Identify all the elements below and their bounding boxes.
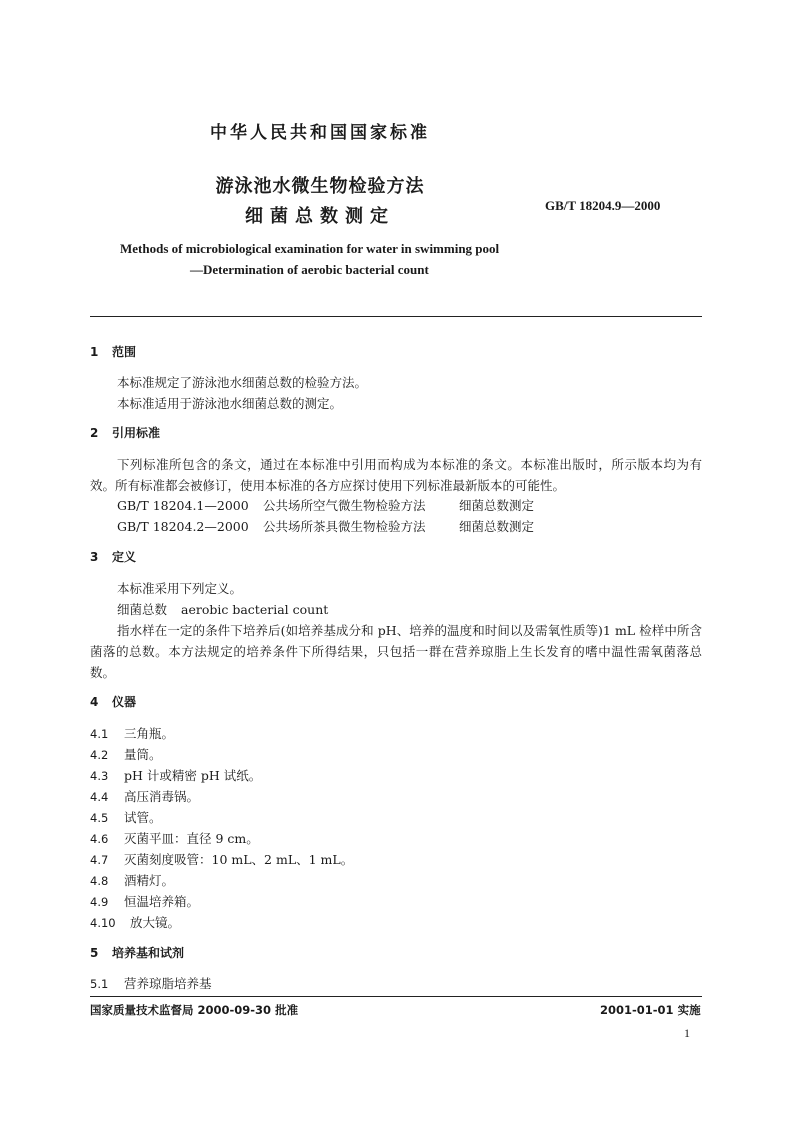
term-definition: 指水样在一定的条件下培养后(如培养基成分和 pH、培养的温度和时间以及需氧性质等)1 mL 检样中所含菌落的总数。本方法规定的培养条件下所得结果，只包括一群在营养琼脂上生长发育的嗜中温性需氧菌落总数。	[90, 623, 702, 680]
item-text: 三角瓶。	[124, 726, 175, 741]
reference-2	[117, 517, 534, 535]
reference-title: 公共场所茶具微生物检验方法	[263, 519, 426, 534]
list-item	[90, 808, 162, 826]
section-1-line-1: 本标准规定了游泳池水细菌总数的检验方法。	[117, 375, 368, 390]
standard-code: GB/T 18204.9—2000	[545, 198, 661, 213]
section-number: 4	[90, 695, 99, 709]
item-number: 4.6	[90, 832, 109, 846]
section-number: 1	[90, 345, 99, 359]
chinese-title-line1: 游泳池水微生物检验方法	[215, 176, 425, 197]
item-text: 灭菌刻度吸管：10 mL、2 mL、1 mL。	[124, 852, 354, 867]
section-number: 2	[90, 426, 99, 440]
item-number: 4.7	[90, 853, 109, 867]
section-title: 仪器	[112, 695, 137, 709]
reference-item: 细菌总数测定	[459, 519, 535, 534]
section-title: 培养基和试剂	[112, 946, 185, 960]
item-number: 4.10	[90, 916, 116, 930]
term-entry	[117, 600, 328, 618]
section-1-line-2: 本标准适用于游泳池水细菌总数的测定。	[117, 396, 343, 411]
reference-code: GB/T 18204.1—2000	[117, 498, 249, 513]
footer-divider	[90, 996, 702, 997]
item-text: 放大镜。	[130, 915, 181, 930]
reference-title: 公共场所空气微生物检验方法	[263, 498, 426, 513]
approval-line: 国家质量技术监督局 2000-09-30 批准	[90, 1003, 299, 1017]
section-5-heading	[90, 944, 184, 961]
list-item	[90, 787, 199, 805]
item-text: pH 计或精密 pH 试纸。	[124, 768, 262, 783]
term-english: aerobic bacterial count	[181, 602, 329, 617]
list-item	[90, 974, 212, 992]
item-number: 4.5	[90, 811, 109, 825]
reference-code: GB/T 18204.2—2000	[117, 519, 249, 534]
english-title-line1: Methods of microbiological examination for water in swimming pool	[120, 241, 500, 256]
list-item	[90, 766, 261, 784]
list-item	[90, 892, 199, 910]
item-text: 高压消毒锅。	[124, 789, 200, 804]
list-item	[90, 850, 353, 868]
section-number: 3	[90, 550, 99, 564]
item-text: 营养琼脂培养基	[124, 976, 212, 991]
section-3-intro: 本标准采用下列定义。	[117, 581, 243, 596]
header-divider	[90, 316, 702, 317]
item-number: 4.4	[90, 790, 109, 804]
item-number: 5.1	[90, 977, 109, 991]
reference-item: 细菌总数测定	[459, 498, 535, 513]
section-4-heading	[90, 693, 136, 710]
list-item	[90, 829, 259, 847]
item-number: 4.9	[90, 895, 109, 909]
item-number: 4.1	[90, 727, 109, 741]
section-2-paragraph: 下列标准所包含的条文，通过在本标准中引用而构成为本标准的条文。本标准出版时，所示版本均为有效。所有标准都会被修订，使用本标准的各方应探讨使用下列标准最新版本的可能性。	[90, 457, 702, 493]
list-item	[90, 913, 180, 931]
item-number: 4.8	[90, 874, 109, 888]
list-item	[90, 871, 174, 889]
item-text: 试管。	[124, 810, 162, 825]
item-text: 恒温培养箱。	[124, 894, 200, 909]
section-2-heading	[90, 424, 160, 441]
item-number: 4.2	[90, 748, 109, 762]
list-item	[90, 724, 174, 742]
section-title: 范围	[112, 345, 137, 359]
item-number: 4.3	[90, 769, 109, 783]
item-text: 灭菌平皿：直径 9 cm。	[124, 831, 259, 846]
country-standard-heading: 中华人民共和国国家标准	[210, 123, 430, 143]
section-3-heading	[90, 548, 136, 565]
section-1-heading	[90, 343, 136, 360]
list-item	[90, 745, 162, 763]
english-title-line2: —Determination of aerobic bacterial count	[190, 262, 429, 277]
section-number: 5	[90, 946, 99, 960]
item-text: 量筒。	[124, 747, 162, 762]
page-number: 1	[684, 1026, 690, 1040]
term-chinese: 细菌总数	[117, 602, 168, 617]
reference-1	[117, 496, 534, 514]
section-title: 定义	[112, 550, 137, 564]
section-title: 引用标准	[112, 426, 161, 440]
item-text: 酒精灯。	[124, 873, 175, 888]
chinese-title-line2: 细菌总数测定	[245, 206, 395, 227]
effective-date: 2001-01-01 实施	[600, 1003, 701, 1017]
